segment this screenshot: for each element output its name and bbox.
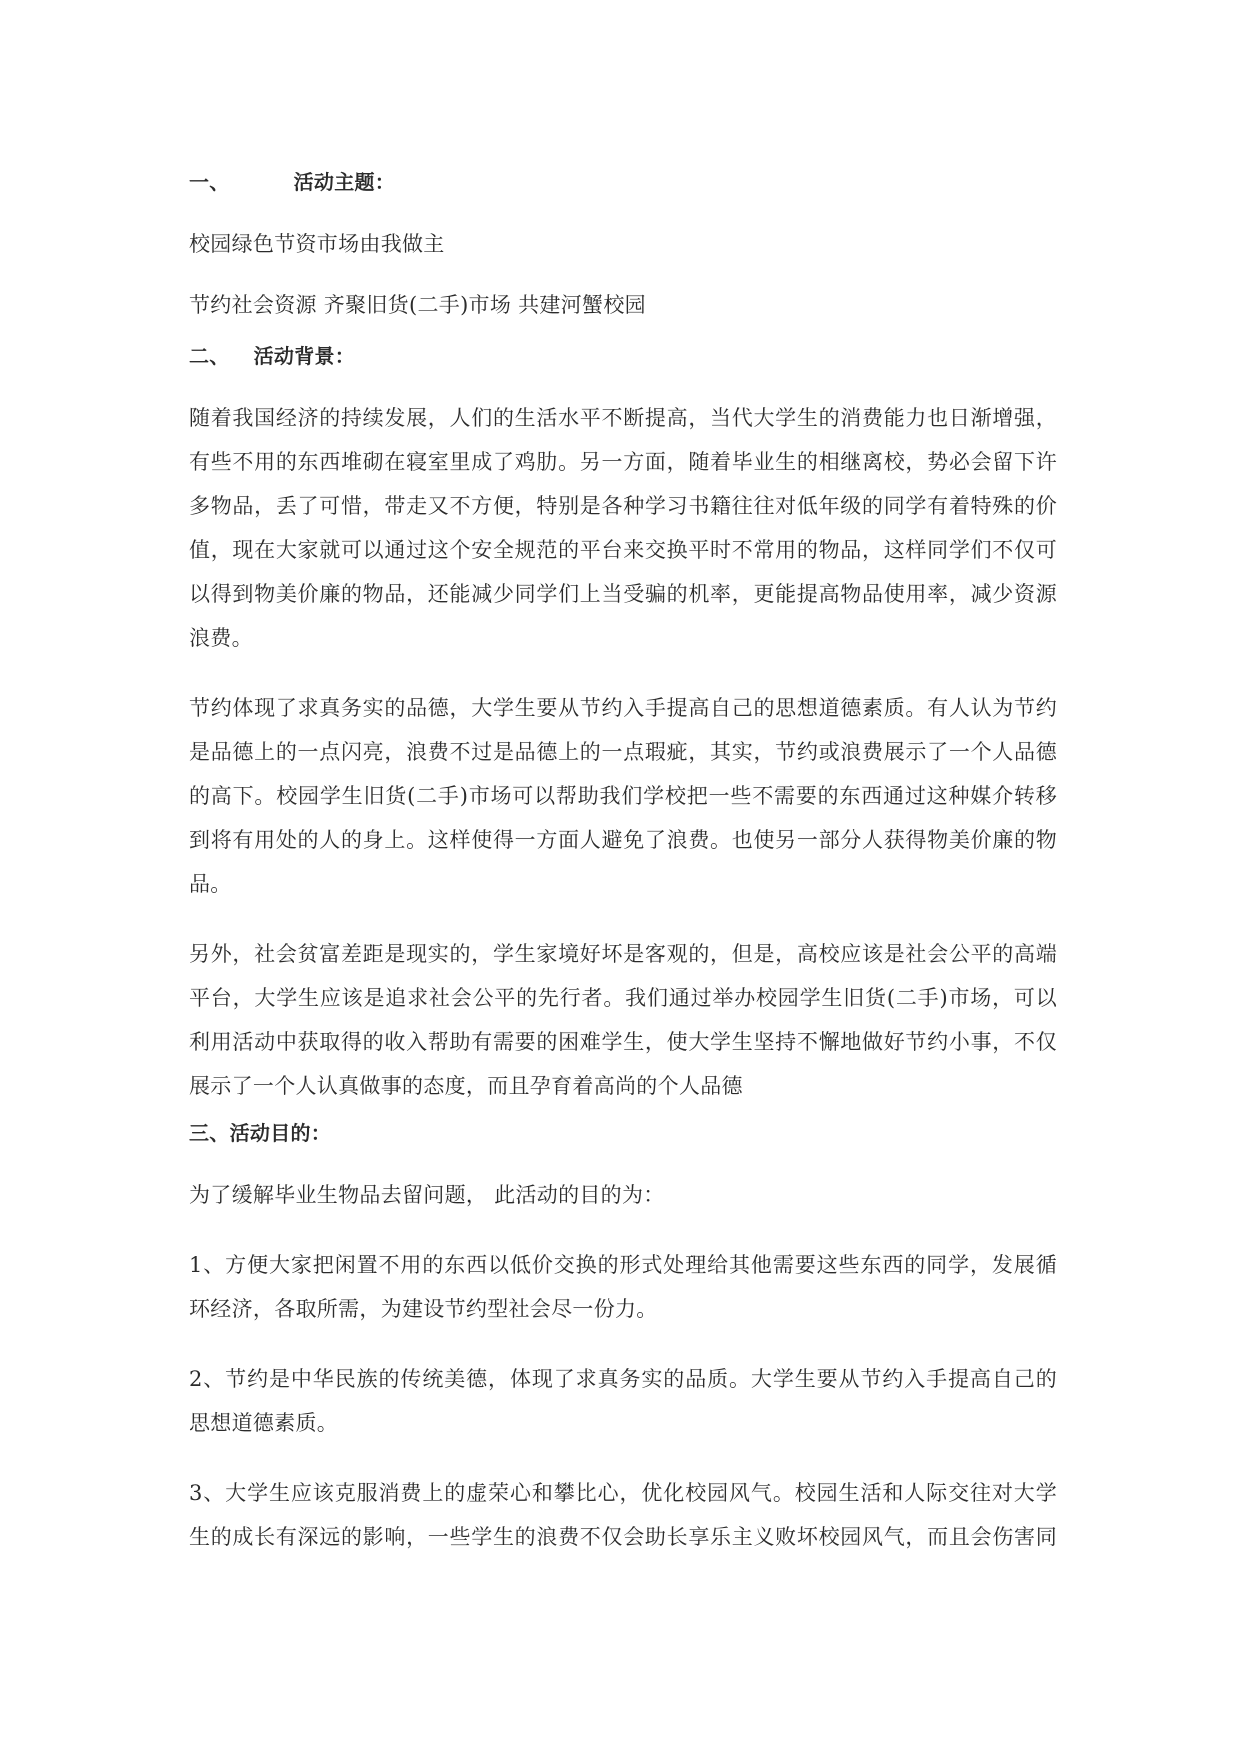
body-line: 利用活动中获取得的收入帮助有需要的困难学生，使大学生坚持不懈地做好节约小事，不仅	[189, 1030, 1057, 1054]
section-heading-background	[189, 341, 355, 371]
body-line: 2、节约是中华民族的传统美德，体现了求真务实的品质。大学生要从节约入手提高自己的	[189, 1367, 1057, 1391]
body-line: 值，现在大家就可以通过这个安全规范的平台来交换平时不常用的物品，这样同学们不仅可	[189, 538, 1057, 562]
body-line: 的高下。校园学生旧货(二手)市场可以帮助我们学校把一些不需要的东西通过这种媒介转移	[189, 784, 1057, 808]
body-line: 1、方便大家把闲置不用的东西以低价交换的形式处理给其他需要这些东西的同学，发展循	[189, 1253, 1057, 1277]
body-line: 3、大学生应该克服消费上的虚荣心和攀比心，优化校园风气。校园生活和人际交往对大学	[189, 1481, 1057, 1505]
section-title: 活动背景：	[253, 344, 356, 368]
body-line: 到将有用处的人的身上。这样使得一方面人避免了浪费。也使另一部分人获得物美价廉的物	[189, 828, 1057, 852]
body-line: 思想道德素质。	[189, 1411, 339, 1435]
body-line: 随着我国经济的持续发展，人们的生活水平不断提高，当代大学生的消费能力也日渐增强，	[189, 406, 1057, 430]
body-line: 节约社会资源 齐聚旧货(二手)市场 共建河蟹校园	[189, 293, 646, 317]
body-line: 校园绿色节资市场由我做主	[189, 232, 445, 256]
body-line: 环经济，各取所需，为建设节约型社会尽一份力。	[189, 1297, 658, 1321]
section-number: 二、	[189, 344, 230, 368]
section-heading-theme	[189, 167, 395, 197]
body-line: 展示了一个人认真做事的态度，而且孕育着高尚的个人品德	[189, 1074, 743, 1098]
section-heading-purpose	[189, 1118, 331, 1148]
body-line: 生的成长有深远的影响，一些学生的浪费不仅会助长享乐主义败坏校园风气，而且会伤害同	[189, 1525, 1057, 1549]
section-number: 一、	[189, 170, 230, 194]
body-line: 浪费。	[189, 626, 253, 650]
body-line: 是品德上的一点闪亮，浪费不过是品德上的一点瑕疵，其实，节约或浪费展示了一个人品德	[189, 740, 1057, 764]
body-line: 节约体现了求真务实的品德，大学生要从节约入手提高自己的思想道德素质。有人认为节约	[189, 696, 1057, 720]
section-title: 三、活动目的：	[189, 1121, 332, 1145]
body-line: 平台，大学生应该是追求社会公平的先行者。我们通过举办校园学生旧货(二手)市场，可以	[189, 986, 1057, 1010]
body-line: 有些不用的东西堆砌在寝室里成了鸡肋。另一方面，随着毕业生的相继离校，势必会留下许	[189, 450, 1057, 474]
body-line: 另外，社会贫富差距是现实的，学生家境好坏是客观的，但是，高校应该是社会公平的高端	[189, 942, 1057, 966]
body-line: 品。	[189, 872, 232, 896]
body-line: 为了缓解毕业生物品去留问题， 此活动的目的为：	[189, 1183, 665, 1207]
body-line: 以得到物美价廉的物品，还能减少同学们上当受骗的机率，更能提高物品使用率，减少资源	[189, 582, 1057, 606]
body-line: 多物品，丢了可惜，带走又不方便，特别是各种学习书籍往往对低年级的同学有着特殊的价	[189, 494, 1057, 518]
section-title: 活动主题：	[293, 170, 396, 194]
